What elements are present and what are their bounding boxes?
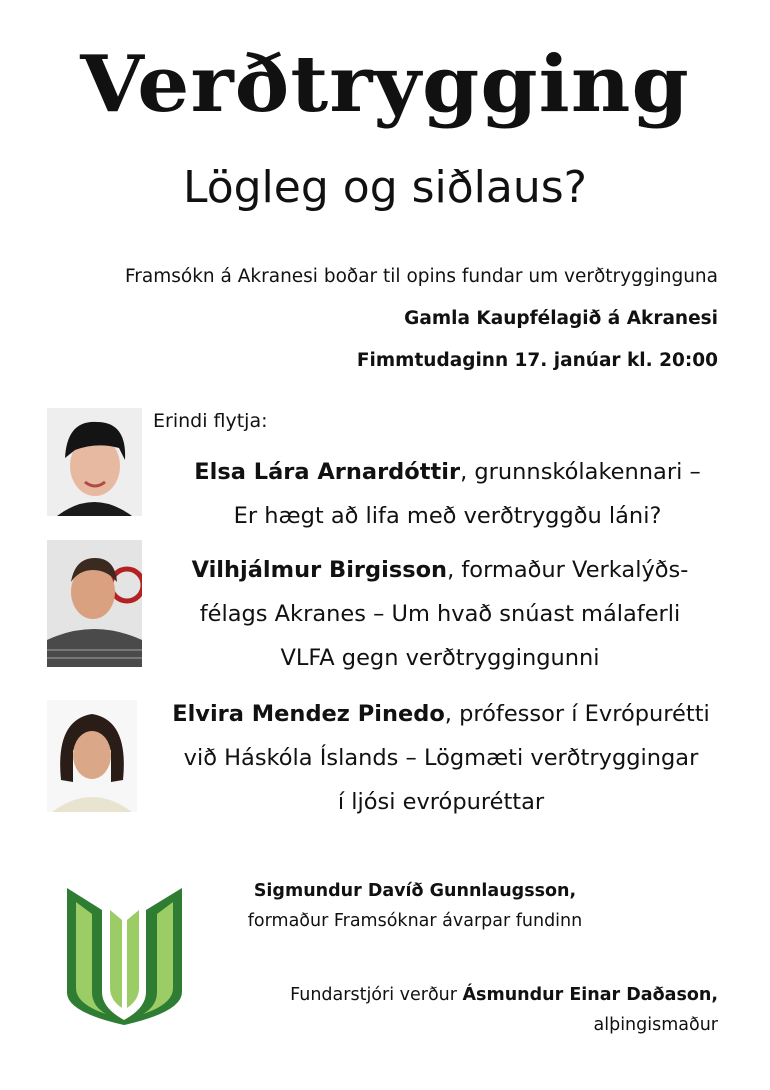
chair-prefix: Fundarstjóri verður [290, 985, 463, 1005]
poster-title: Verðtrygging [80, 39, 690, 130]
speakers-heading: Erindi flytja: [153, 410, 268, 432]
speaker-name: Elvira Mendez Pinedo [172, 701, 445, 727]
speaker-topic-cont: í ljósi evrópuréttar [337, 789, 545, 815]
meeting-venue: Gamla Kaupfélagið á Akranesi [404, 308, 718, 329]
speaker-name: Elsa Lára Arnardóttir [194, 459, 461, 485]
speaker-name: Vilhjálmur Birgisson [191, 557, 448, 583]
meeting-datetime: Fimmtudaginn 17. janúar kl. 20:00 [356, 350, 718, 371]
speaker-entry-3 [142, 692, 740, 824]
speaker-role-cont: við Háskóla Íslands [183, 745, 399, 771]
chair-role: alþingismaður [593, 1015, 718, 1035]
speaker-role: , formaður Verkalýðs- [447, 557, 689, 583]
meeting-chair [290, 980, 718, 1040]
speaker-photo-2 [47, 540, 142, 667]
speaker-topic: – Lögmæti verðtryggingar [398, 745, 699, 771]
framsokn-logo-icon [62, 880, 187, 1025]
meeting-intro: Framsókn á Akranesi boðar til opins fundar um verðtrygginguna [125, 266, 718, 287]
opening-speaker: Sigmundur Davíð Gunnlaugsson, [253, 881, 577, 901]
speaker-entry-1 [160, 450, 735, 538]
opening-address [225, 876, 605, 936]
speaker-role: , prófessor í Evrópurétti [444, 701, 710, 727]
poster-subtitle: Lögleg og siðlaus? [182, 162, 588, 213]
speaker-topic-cont: VLFA gegn verðtryggingunni [280, 645, 600, 671]
speaker-entry-2 [150, 548, 730, 680]
speaker-photo-1 [47, 408, 142, 516]
speaker-topic: – Um hvað snúast málaferli [365, 601, 681, 627]
speaker-topic: Er hægt að lifa með verðtryggðu láni? [233, 503, 662, 529]
chair-name: Ásmundur Einar Daðason, [462, 985, 718, 1005]
speaker-photo-3 [47, 700, 137, 812]
speaker-role-cont: félags Akranes [199, 601, 366, 627]
speaker-role: , grunnskólakennari – [460, 459, 701, 485]
opening-role: formaður Framsóknar ávarpar fundinn [247, 911, 583, 931]
